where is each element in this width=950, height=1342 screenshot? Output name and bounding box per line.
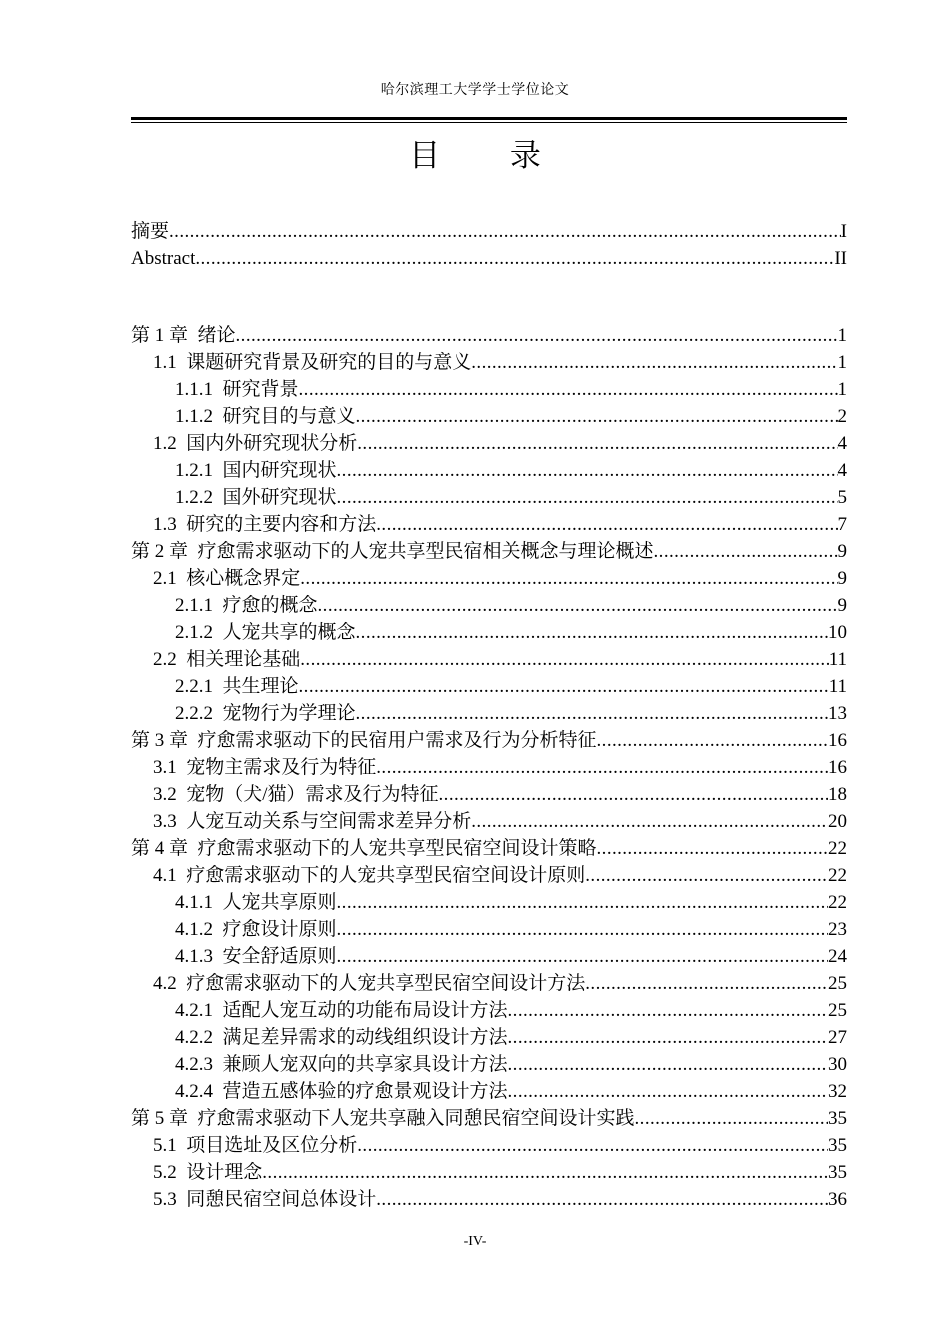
toc-entry-page: 36 [828, 1189, 847, 1210]
toc-subsection-entry[interactable] [131, 889, 847, 916]
toc-entry-number: 4.2 [153, 973, 187, 994]
toc-leader-dots [376, 754, 828, 781]
toc-section-entry[interactable] [131, 565, 847, 592]
toc-entry-number: 4.1.2 [175, 919, 223, 940]
toc-entry-label: 满足差异需求的动线组织设计方法 [222, 1027, 508, 1048]
toc-leader-dots [337, 916, 828, 943]
toc-section-entry[interactable] [131, 430, 847, 457]
toc-section-entry[interactable] [131, 646, 847, 673]
toc-entry-number: 4.1.1 [175, 892, 223, 913]
toc-leader-dots [337, 943, 828, 970]
toc-leader-dots [236, 322, 838, 349]
toc-entry-number: 1.2.2 [175, 487, 223, 508]
toc-section-entry[interactable] [131, 754, 847, 781]
toc-entry-number: 2.1.1 [175, 595, 223, 616]
toc-leader-dots [585, 862, 828, 889]
toc-chapter-entry[interactable] [131, 322, 847, 349]
toc-entry-number: 3.2 [153, 784, 187, 805]
toc-entry-page: 1 [837, 352, 847, 373]
toc-entry-page: II [834, 248, 847, 269]
toc-section-entry[interactable] [131, 781, 847, 808]
toc-chapter-entry[interactable] [131, 538, 847, 565]
toc-subsection-entry[interactable] [131, 1078, 847, 1105]
toc-section-entry[interactable] [131, 1132, 847, 1159]
toc-entry-label: 安全舒适原则 [222, 946, 337, 967]
toc-entry-page: 23 [828, 919, 847, 940]
toc-leader-dots [357, 1132, 828, 1159]
toc-leader-dots [337, 484, 838, 511]
toc-leader-dots [195, 245, 834, 272]
toc-entry-page: 16 [828, 757, 847, 778]
toc-entry-page: 4 [837, 460, 847, 481]
toc-entry-number: 第 4 章 [131, 838, 198, 859]
running-header: 哈尔滨理工大学学士学位论文 [380, 83, 570, 98]
toc-entry-number: 2.2.1 [175, 676, 223, 697]
toc-subsection-entry[interactable] [131, 916, 847, 943]
toc-section-entry[interactable] [131, 511, 847, 538]
toc-entry-label: 营造五感体验的疗愈景观设计方法 [222, 1081, 508, 1102]
toc-entry-abstract-en[interactable] [131, 245, 847, 272]
toc-entry-page: 10 [828, 622, 847, 643]
toc-entry-label: 相关理论基础 [186, 649, 301, 670]
toc-entry-page: 22 [828, 838, 847, 859]
toc-entry-label: 疗愈需求驱动下的人宠共享型民宿空间设计原则 [186, 865, 586, 886]
toc-entry-label: 国内外研究现状分析 [186, 433, 358, 454]
toc-entry-label: 研究的主要内容和方法 [186, 514, 377, 535]
toc-entry-number: 4.1 [153, 865, 187, 886]
toc-entry-label: 适配人宠互动的功能布局设计方法 [222, 1000, 508, 1021]
toc-leader-dots [654, 538, 838, 565]
toc-entry-page: 22 [828, 865, 847, 886]
toc-entry-page: 9 [837, 568, 847, 589]
toc-chapter-entry[interactable] [131, 835, 847, 862]
toc-title: 目 录 [409, 138, 571, 174]
header-rule-thick [131, 117, 847, 120]
toc-entry-number: 1.1.2 [175, 406, 223, 427]
toc-entry-number: 1.1.1 [175, 379, 223, 400]
toc-subsection-entry[interactable] [131, 457, 847, 484]
toc-subsection-entry[interactable] [131, 376, 847, 403]
toc-entry-number: 2.2.2 [175, 703, 223, 724]
toc-entry-page: 35 [828, 1162, 847, 1183]
toc-leader-dots [357, 430, 837, 457]
toc-entry-label: 同憩民宿空间总体设计 [186, 1189, 377, 1210]
toc-entry-number: 第 5 章 [131, 1108, 198, 1129]
toc-entry-number: 2.2 [153, 649, 187, 670]
toc-entry-page: 2 [837, 406, 847, 427]
toc-section-entry[interactable] [131, 970, 847, 997]
toc-entry-label: 课题研究背景及研究的目的与意义 [186, 352, 472, 373]
toc-entry-label: 疗愈需求驱动下的人宠共享型民宿空间设计策略 [197, 838, 597, 859]
toc-leader-dots [337, 889, 828, 916]
toc-leader-dots [300, 646, 828, 673]
toc-subsection-entry[interactable] [131, 673, 847, 700]
toc-leader-dots [356, 700, 828, 727]
toc-entry-number: 第 1 章 [131, 325, 198, 346]
toc-entry-page: 32 [828, 1081, 847, 1102]
toc-entry-page: 1 [837, 379, 847, 400]
toc-entry-label: 绪论 [197, 325, 236, 346]
toc-leader-dots [508, 1078, 828, 1105]
toc-entry-label: 疗愈需求驱动下的人宠共享型民宿空间设计方法 [186, 973, 586, 994]
toc-front-matter [131, 218, 847, 272]
toc-subsection-entry[interactable] [131, 403, 847, 430]
toc-entry-page: 35 [828, 1135, 847, 1156]
toc-subsection-entry[interactable] [131, 943, 847, 970]
toc-entry-label: 核心概念界定 [186, 568, 301, 589]
toc-entry-page: 16 [828, 730, 847, 751]
toc-subsection-entry[interactable] [131, 997, 847, 1024]
toc-entry-label: 疗愈的概念 [222, 595, 318, 616]
toc-leader-dots [356, 619, 828, 646]
toc-entry-page: 9 [837, 595, 847, 616]
toc-chapter-entry[interactable] [131, 727, 847, 754]
toc-entry-label: 设计理念 [186, 1162, 263, 1183]
toc-entry-label: 国外研究现状 [222, 487, 337, 508]
toc-entry-number: 2.1 [153, 568, 187, 589]
toc-section-entry[interactable] [131, 808, 847, 835]
toc-entry-label: 研究背景 [222, 379, 299, 400]
toc-entry-number: 4.2.4 [175, 1081, 223, 1102]
toc-chapter-entry[interactable] [131, 1105, 847, 1132]
toc-entry-page: 11 [828, 676, 847, 697]
toc-entry-page: 18 [828, 784, 847, 805]
toc-entry-page: 1 [837, 325, 847, 346]
toc-entry-number: 5.3 [153, 1189, 187, 1210]
toc-entry-number: 5.1 [153, 1135, 187, 1156]
toc-leader-dots [356, 403, 838, 430]
toc-leader-dots [585, 970, 828, 997]
toc-entry-number: 1.2 [153, 433, 187, 454]
toc-section-entry[interactable] [131, 349, 847, 376]
toc-entry-label: 国内研究现状 [222, 460, 337, 481]
toc-entry-page: 13 [828, 703, 847, 724]
toc-leader-dots [508, 1051, 828, 1078]
toc-section-entry[interactable] [131, 1159, 847, 1186]
toc-entry-page: 25 [828, 1000, 847, 1021]
toc-entry-label: 疗愈需求驱动下的人宠共享型民宿相关概念与理论概述 [197, 541, 654, 562]
toc-leader-dots [635, 1105, 828, 1132]
toc-entry-page: 7 [837, 514, 847, 535]
toc-entry-page: I [840, 221, 847, 242]
toc-entry-page: 11 [828, 649, 847, 670]
toc-entry-label: 疗愈需求驱动下人宠共享融入同憩民宿空间设计实践 [197, 1108, 635, 1129]
toc-leader-dots [376, 511, 837, 538]
toc-entry-page: 4 [837, 433, 847, 454]
page-number: -IV- [463, 1234, 487, 1249]
toc-subsection-entry[interactable] [131, 592, 847, 619]
toc-entry-number: 3.1 [153, 757, 187, 778]
toc-entry-label: 宠物主需求及行为特征 [186, 757, 377, 778]
toc-leader-dots [597, 835, 828, 862]
toc-entry-page: 35 [828, 1108, 847, 1129]
toc-entry-number: 1.1 [153, 352, 187, 373]
toc-section-entry[interactable] [131, 1186, 847, 1213]
toc-leader-dots [508, 997, 828, 1024]
toc-leader-dots [471, 349, 837, 376]
toc-entry-label: 人宠共享原则 [222, 892, 337, 913]
toc-entry-page: 27 [828, 1027, 847, 1048]
toc-section-entry[interactable] [131, 862, 847, 889]
toc-entry-number: 第 2 章 [131, 541, 198, 562]
toc-entry-number: 5.2 [153, 1162, 187, 1183]
toc-entry-number: 4.1.3 [175, 946, 223, 967]
toc-entry-label: 宠物行为学理论 [222, 703, 356, 724]
toc-entry-label: 共生理论 [222, 676, 299, 697]
toc-subsection-entry[interactable] [131, 1024, 847, 1051]
toc-entry-number: 4.2.1 [175, 1000, 223, 1021]
toc-entry-page: 5 [837, 487, 847, 508]
toc-leader-dots [262, 1159, 828, 1186]
toc-leader-dots [299, 376, 838, 403]
toc-entry-label: 疗愈需求驱动下的民宿用户需求及行为分析特征 [197, 730, 597, 751]
toc-entry-label: 研究目的与意义 [222, 406, 356, 427]
toc-chapter-list [131, 322, 847, 1213]
toc-entry-page: 22 [828, 892, 847, 913]
toc-leader-dots [508, 1024, 828, 1051]
toc-subsection-entry[interactable] [131, 700, 847, 727]
toc-entry-page: 24 [828, 946, 847, 967]
toc-entry-number: 2.1.2 [175, 622, 223, 643]
toc-subsection-entry[interactable] [131, 484, 847, 511]
toc-leader-dots [597, 727, 828, 754]
toc-leader-dots [337, 457, 838, 484]
header-rule-thin [131, 122, 847, 123]
toc-entry-number: 4.2.3 [175, 1054, 223, 1075]
toc-entry-number: 1.3 [153, 514, 187, 535]
toc-entry-label: 兼顾人宠双向的共享家具设计方法 [222, 1054, 508, 1075]
toc-entry-page: 25 [828, 973, 847, 994]
toc-entry-abstract-cn[interactable] [131, 218, 847, 245]
toc-entry-page: 30 [828, 1054, 847, 1075]
toc-entry-label: 人宠共享的概念 [222, 622, 356, 643]
toc-leader-dots [169, 218, 841, 245]
toc-leader-dots [471, 808, 828, 835]
toc-entry-number: 第 3 章 [131, 730, 198, 751]
toc-entry-label: 宠物（犬/猫）需求及行为特征 [186, 784, 439, 805]
toc-entry-label: 项目选址及区位分析 [186, 1135, 358, 1156]
toc-entry-page: 20 [828, 811, 847, 832]
toc-leader-dots [376, 1186, 828, 1213]
toc-leader-dots [300, 565, 837, 592]
toc-entry-page: 9 [837, 541, 847, 562]
toc-leader-dots [439, 781, 828, 808]
toc-entry-number: 1.2.1 [175, 460, 223, 481]
toc-subsection-entry[interactable] [131, 1051, 847, 1078]
toc-leader-dots [318, 592, 838, 619]
toc-entry-label: 摘要 [131, 221, 170, 242]
toc-entry-number: 3.3 [153, 811, 187, 832]
toc-entry-number: 4.2.2 [175, 1027, 223, 1048]
toc-subsection-entry[interactable] [131, 619, 847, 646]
toc-entry-label: Abstract [131, 248, 196, 269]
toc-entry-label: 疗愈设计原则 [222, 919, 337, 940]
toc-leader-dots [299, 673, 829, 700]
toc-entry-label: 人宠互动关系与空间需求差异分析 [186, 811, 472, 832]
